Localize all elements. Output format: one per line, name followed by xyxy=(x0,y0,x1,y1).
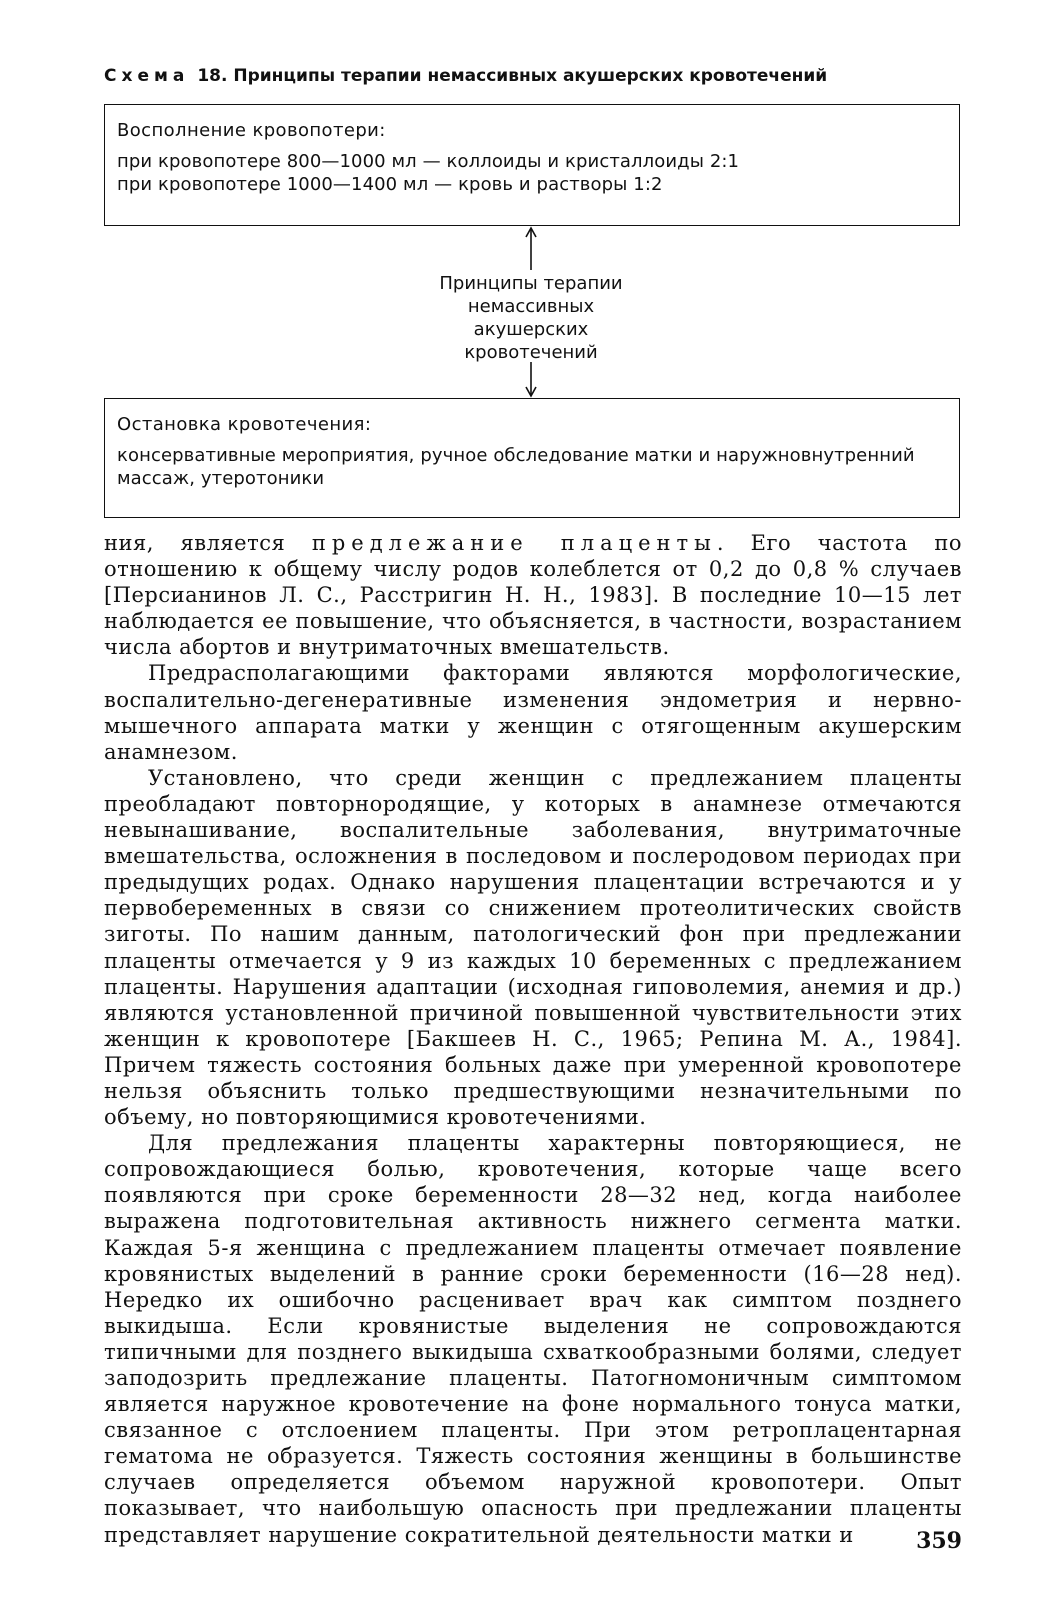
arrow-up-icon xyxy=(524,226,538,270)
scheme-caption xyxy=(104,66,964,86)
box-bottom-line-2: массаж, утеротоники xyxy=(117,468,325,489)
box-top-line-2: при кровопотере 1000—1400 мл — кровь и растворы 1:2 xyxy=(117,174,663,195)
arrow-down-icon xyxy=(524,362,538,398)
paragraph-2: Предрасполагающими факторами являются морфологические, воспалительно-дегенеративные изменения эндометрия и нервно-мышечного аппарата матки у женщин с отягощенным акушерским анамнезом. xyxy=(104,661,962,764)
box-top-line-1: при кровопотере 800—1000 мл — коллоиды и кристаллоиды 2:1 xyxy=(117,151,740,172)
blood-loss-replacement-box xyxy=(104,104,960,226)
paragraph-1-start: ния, является xyxy=(104,531,286,555)
page-number: 359 xyxy=(916,1528,962,1554)
box-top-heading: Восполнение кровопотери: xyxy=(117,120,386,141)
bleeding-stop-box xyxy=(104,398,960,518)
principles-center-label xyxy=(400,272,662,364)
body-text xyxy=(104,530,962,1548)
scheme-label: Схема xyxy=(104,66,190,86)
paragraph-1 xyxy=(104,530,962,660)
center-line-2: немассивных xyxy=(467,296,595,317)
box-bottom-line-1: консервативные мероприятия, ручное обследование матки и наружновнутренний xyxy=(117,445,915,466)
paragraph-4: Для предлежания плаценты характерны повторяющиеся, не сопровождающиеся болью, кровотечения, которые чаще всего появляются при сроке беременности 28—32 нед, когда наиболее выражена подготовительная активность нижнего сегмента матки. Каждая 5-я женщина с предлежанием плаценты отмечает появление кровянистых выделений в ранние сроки беременности (16—28 нед). Нередко их ошибочно расценивает врач как симптом позднего выкидыша. Если кровянистые выделения не сопровождаются типичными для позднего выкидыша схваткообразными болями, следует заподозрить предлежание плаценты. Патогномоничным симптомом является наружное кровотечение на фоне нормального тонуса матки, связанное с отслоением плаценты. При этом ретроплацентарная гематома не образуется. Тяжесть состояния женщины в большинстве случаев определяется объемом наружной кровопотери. Опыт показывает, что наибольшую опасность при предлежании плаценты представляет нарушение сократительной деятельности матки и xyxy=(104,1131,962,1547)
box-bottom-heading: Остановка кровотечения: xyxy=(117,414,372,435)
scheme-title: 18. Принципы терапии немассивных акушерских кровотечений xyxy=(197,66,828,86)
paragraph-1-end: . Его частота по отношению к общему числу родов колеблется от 0,2 до 0,8 % случаев [Персианинов Л. С., Расстригин Н. Н., 1983]. В последние 10—15 лет наблюдается ее повышение, что объясняется, в частности, возрастанием числа абортов и внутриматочных вмешательств. xyxy=(104,531,962,660)
center-line-4: кровотечений xyxy=(464,342,598,363)
placenta-previa-term: предлежание плаценты xyxy=(311,531,717,555)
paragraph-3: Установлено, что среди женщин с предлежанием плаценты преобладают повторнородящие, у которых в анамнезе отмечаются невынашивание, воспалительные заболевания, внутриматочные вмешательства, осложнения в последовом и послеродовом периодах при предыдущих родах. Однако нарушения плацентации встречаются и у первобеременных в связи со снижением протеолитических свойств зиготы. По нашим данным, патологический фон при предлежании плаценты отмечается у 9 из каждых 10 беременных с предлежанием плаценты. Нарушения адаптации (исходная гиповолемия, анемия и др.) являются установленной причиной повышенной чувствительности этих женщин к кровопотере [Бакшеев Н. С., 1965; Репина М. А., 1984]. Причем тяжесть состояния больных даже при умеренной кровопотере нельзя объяснить только предшествующими незначительными по объему, но повторяющимися кровотечениями. xyxy=(104,765,962,1130)
center-line-3: акушерских xyxy=(473,319,589,340)
center-line-1: Принципы терапии xyxy=(439,273,623,294)
